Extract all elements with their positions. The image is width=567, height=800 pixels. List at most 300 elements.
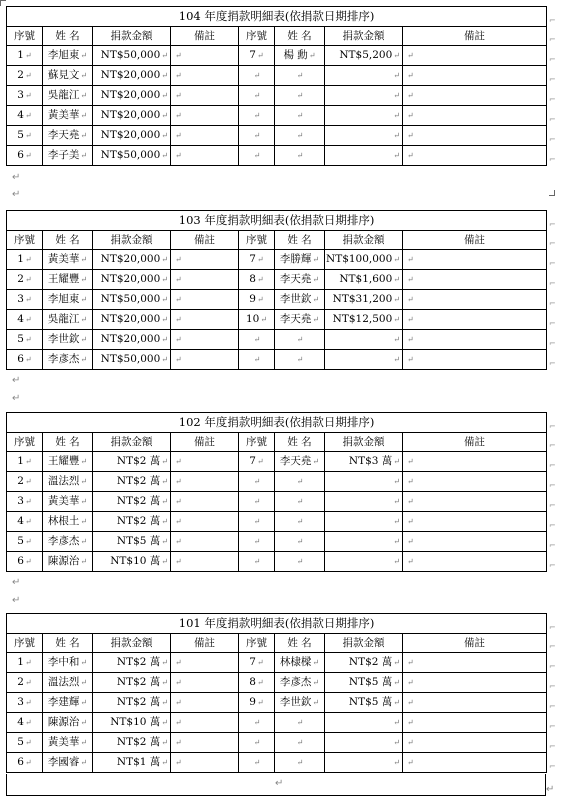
row-number-cell xyxy=(239,552,275,572)
row-number: 6 xyxy=(17,149,24,161)
cell-end-mark: ↵ xyxy=(296,71,304,80)
remark-cell xyxy=(403,46,547,66)
row-number: 9 xyxy=(249,696,256,708)
remark-cell xyxy=(403,270,547,290)
remark-cell xyxy=(403,126,547,146)
donor-name-cell xyxy=(43,146,93,166)
remark-cell xyxy=(403,250,547,270)
cell-end-mark: ↵ xyxy=(253,355,261,364)
row-number: 7 xyxy=(249,656,256,668)
row-end-mark: ⌐ xyxy=(549,541,556,550)
donor-name: 李建輝 xyxy=(47,696,80,708)
cell-end-mark: ↵ xyxy=(175,335,182,344)
donor-name: 吳龍江 xyxy=(47,89,80,101)
cell-end-mark: ↵ xyxy=(24,315,32,324)
cell-end-mark: ↵ xyxy=(407,658,414,667)
row-end-mark: ⌐ xyxy=(549,742,556,751)
row-number: 4 xyxy=(17,109,24,121)
cell-end-mark: ↵ xyxy=(80,557,88,566)
remark-cell xyxy=(171,310,239,330)
donation-amount-cell xyxy=(325,66,403,86)
row-number-cell xyxy=(239,472,275,492)
row-number: 4 xyxy=(17,313,24,325)
donor-name-cell xyxy=(275,146,325,166)
cell-end-mark: ↵ xyxy=(24,71,32,80)
remark-cell xyxy=(171,713,239,733)
cell-end-mark: ↵ xyxy=(161,51,168,60)
cell-end-mark: ↵ xyxy=(24,678,32,687)
cell-end-mark: ↵ xyxy=(253,131,261,140)
cell-end-mark: ↵ xyxy=(407,537,414,546)
remark-cell xyxy=(171,126,239,146)
donation-amount-cell xyxy=(325,330,403,350)
cell-end-mark: ↵ xyxy=(256,698,264,707)
cell-end-mark: ↵ xyxy=(80,698,88,707)
cell-end-mark: ↵ xyxy=(161,758,168,767)
row-number-cell xyxy=(239,310,275,330)
donation-amount: NT$100,000 xyxy=(326,253,393,265)
remark-cell xyxy=(171,106,239,126)
donor-name: 溫法烈 xyxy=(47,475,80,487)
donation-amount-cell xyxy=(93,350,171,370)
donation-amount-cell xyxy=(93,733,171,753)
page-corner-mark xyxy=(549,190,555,196)
row-end-mark: ⌐ xyxy=(549,75,556,84)
donor-name-cell xyxy=(275,86,325,106)
row-end-mark: ⌐ xyxy=(549,642,556,651)
table-row xyxy=(7,512,547,532)
column-header: 備註 xyxy=(171,634,239,653)
column-header: 捐款金額 xyxy=(325,231,403,250)
row-end-mark: ⌐ xyxy=(549,115,556,124)
donor-name-cell xyxy=(275,693,325,713)
cell-end-mark: ↵ xyxy=(161,295,168,304)
donor-name-cell xyxy=(43,673,93,693)
row-end-mark: ⌐ xyxy=(549,762,556,771)
cell-end-mark: ↵ xyxy=(175,738,182,747)
column-header: 姓 名 xyxy=(275,433,325,452)
remark-cell xyxy=(171,492,239,512)
row-number-cell xyxy=(7,713,43,733)
table-title-row xyxy=(7,614,547,634)
donation-amount-cell xyxy=(93,86,171,106)
cell-end-mark: ↵ xyxy=(80,315,88,324)
remark-cell xyxy=(403,472,547,492)
cell-end-mark: ↵ xyxy=(80,335,88,344)
remark-cell xyxy=(403,146,547,166)
cell-end-mark: ↵ xyxy=(393,51,400,60)
cell-end-mark: ↵ xyxy=(80,151,88,160)
cell-end-mark: ↵ xyxy=(175,355,182,364)
donor-name: 李旭東 xyxy=(47,49,80,61)
row-number-cell xyxy=(7,350,43,370)
remark-cell xyxy=(403,310,547,330)
cell-end-mark: ↵ xyxy=(393,151,400,160)
donation-amount-cell xyxy=(93,552,171,572)
cell-end-mark: ↵ xyxy=(407,335,414,344)
table-header-row xyxy=(7,433,547,452)
donor-name: 李子美 xyxy=(47,149,80,161)
row-number-cell xyxy=(239,452,275,472)
cell-end-mark: ↵ xyxy=(175,255,182,264)
donor-name: 李彥杰 xyxy=(47,353,80,365)
cell-end-mark: ↵ xyxy=(296,718,304,727)
cell-end-mark: ↵ xyxy=(253,477,261,486)
donor-name: 蘇見文 xyxy=(47,69,80,81)
cell-end-mark: ↵ xyxy=(24,477,32,486)
cell-end-mark: ↵ xyxy=(161,275,168,284)
donation-amount-cell xyxy=(325,46,403,66)
remark-cell xyxy=(403,693,547,713)
table-header-row xyxy=(7,231,547,250)
cell-end-mark: ↵ xyxy=(80,355,88,364)
row-number: 7 xyxy=(249,253,256,265)
cell-end-mark: ↵ xyxy=(296,517,304,526)
donation-amount-cell xyxy=(325,350,403,370)
remark-cell xyxy=(171,86,239,106)
row-number: 7 xyxy=(249,455,256,467)
cell-end-mark: ↵ xyxy=(253,71,261,80)
row-end-mark: ⌐ xyxy=(549,259,556,268)
donation-amount-cell xyxy=(93,106,171,126)
remark-cell xyxy=(403,66,547,86)
donor-name-cell xyxy=(275,46,325,66)
row-number: 5 xyxy=(17,333,24,345)
cell-end-mark: ↵ xyxy=(393,718,400,727)
donation-amount-cell xyxy=(93,472,171,492)
donation-amount: NT$2 萬 xyxy=(116,475,161,487)
row-number: 5 xyxy=(17,129,24,141)
column-header: 捐款金額 xyxy=(93,433,171,452)
donor-name: 李中和 xyxy=(47,656,80,668)
row-number-cell xyxy=(7,653,43,673)
cell-end-mark: ↵ xyxy=(161,457,168,466)
row-number-cell xyxy=(7,330,43,350)
row-number-cell xyxy=(239,673,275,693)
row-number-cell xyxy=(7,733,43,753)
cell-end-mark: ↵ xyxy=(407,517,414,526)
cell-end-mark: ↵ xyxy=(296,131,304,140)
row-number-cell xyxy=(239,106,275,126)
donation-amount-cell xyxy=(93,753,171,773)
row-number-cell xyxy=(7,270,43,290)
remark-cell xyxy=(403,532,547,552)
table-title-row xyxy=(7,7,547,27)
cell-end-mark: ↵ xyxy=(80,91,88,100)
row-number-cell xyxy=(239,713,275,733)
cell-end-mark: ↵ xyxy=(296,477,304,486)
donor-name-cell xyxy=(275,673,325,693)
remark-cell xyxy=(403,753,547,773)
cell-end-mark: ↵ xyxy=(393,355,400,364)
cell-end-mark: ↵ xyxy=(161,678,168,687)
donor-name: 陳源治 xyxy=(47,555,80,567)
donation-amount: NT$50,000 xyxy=(100,149,161,161)
cell-end-mark: ↵ xyxy=(407,131,414,140)
cell-end-mark: ↵ xyxy=(24,151,32,160)
row-number: 1 xyxy=(17,455,24,467)
cell-end-mark: ↵ xyxy=(253,537,261,546)
table-title: 104 年度捐款明細表(依捐款日期排序) xyxy=(7,7,547,27)
remark-cell xyxy=(171,250,239,270)
cell-end-mark: ↵ xyxy=(24,295,32,304)
remark-cell xyxy=(403,290,547,310)
cell-end-mark: ↵ xyxy=(393,758,400,767)
paragraph-mark: ↵ xyxy=(12,375,21,386)
donation-amount: NT$50,000 xyxy=(100,353,161,365)
remark-cell xyxy=(171,330,239,350)
column-header: 序號 xyxy=(239,27,275,46)
donation-amount-cell xyxy=(93,512,171,532)
donor-name-cell xyxy=(43,330,93,350)
row-number-cell xyxy=(239,86,275,106)
cell-end-mark: ↵ xyxy=(24,557,32,566)
row-end-mark: ⌐ xyxy=(549,135,556,144)
row-end-mark: ⌐ xyxy=(549,155,556,164)
cell-end-mark: ↵ xyxy=(407,275,414,284)
column-header: 姓 名 xyxy=(275,27,325,46)
donor-name: 溫法烈 xyxy=(47,676,80,688)
donation-amount-cell xyxy=(325,106,403,126)
donor-name: 李旭東 xyxy=(47,293,80,305)
remark-cell xyxy=(171,552,239,572)
table-row xyxy=(7,452,547,472)
cell-end-mark: ↵ xyxy=(80,718,88,727)
row-number-cell xyxy=(239,753,275,773)
donor-name: 黃美華 xyxy=(47,495,80,507)
donor-name-cell xyxy=(275,290,325,310)
donation-amount-cell xyxy=(93,46,171,66)
cell-end-mark: ↵ xyxy=(161,497,168,506)
donor-name: 黃美華 xyxy=(47,253,80,265)
row-end-mark: ⌐ xyxy=(549,16,556,25)
remark-cell xyxy=(171,146,239,166)
cell-end-mark: ↵ xyxy=(24,758,32,767)
remark-cell xyxy=(171,673,239,693)
donation-amount: NT$50,000 xyxy=(100,293,161,305)
donor-name: 李世欽 xyxy=(279,293,312,305)
cell-end-mark: ↵ xyxy=(407,255,414,264)
cell-end-mark: ↵ xyxy=(296,91,304,100)
table-row xyxy=(7,330,547,350)
donor-name-cell xyxy=(275,250,325,270)
donor-name-cell xyxy=(275,350,325,370)
cell-end-mark: ↵ xyxy=(161,738,168,747)
donor-name-cell xyxy=(43,552,93,572)
cell-end-mark: ↵ xyxy=(296,497,304,506)
cell-end-mark: ↵ xyxy=(256,255,264,264)
donation-amount-cell xyxy=(325,270,403,290)
table-row xyxy=(7,290,547,310)
cell-end-mark: ↵ xyxy=(80,295,88,304)
cell-end-mark: ↵ xyxy=(256,658,264,667)
column-header: 捐款金額 xyxy=(93,634,171,653)
row-number-cell xyxy=(239,126,275,146)
cell-end-mark: ↵ xyxy=(24,497,32,506)
row-number: 10 xyxy=(245,313,260,325)
cell-end-mark: ↵ xyxy=(80,658,88,667)
remark-cell xyxy=(171,733,239,753)
row-number: 5 xyxy=(17,535,24,547)
cell-end-mark: ↵ xyxy=(296,355,304,364)
remark-cell xyxy=(403,492,547,512)
paragraph-mark: ↵ xyxy=(12,172,21,183)
column-header: 備註 xyxy=(403,634,547,653)
donation-amount-cell xyxy=(93,330,171,350)
donation-amount: NT$20,000 xyxy=(100,69,161,81)
row-end-mark: ⌐ xyxy=(549,220,556,229)
donation-amount-cell xyxy=(325,753,403,773)
cell-end-mark: ↵ xyxy=(24,738,32,747)
column-header: 捐款金額 xyxy=(325,27,403,46)
donation-amount-cell xyxy=(325,86,403,106)
remark-cell xyxy=(171,472,239,492)
donation-amount-cell xyxy=(93,492,171,512)
cell-end-mark: ↵ xyxy=(80,477,88,486)
donation-table-103 xyxy=(6,210,547,370)
cell-end-mark: ↵ xyxy=(24,698,32,707)
donation-amount-cell xyxy=(325,713,403,733)
row-number-cell xyxy=(239,653,275,673)
cell-end-mark: ↵ xyxy=(393,497,400,506)
row-number-cell xyxy=(239,46,275,66)
cell-end-mark: ↵ xyxy=(253,517,261,526)
donation-amount-cell xyxy=(325,310,403,330)
remark-cell xyxy=(403,673,547,693)
row-number: 6 xyxy=(17,555,24,567)
cell-end-mark: ↵ xyxy=(161,477,168,486)
column-header: 姓 名 xyxy=(43,634,93,653)
donor-name-cell xyxy=(43,86,93,106)
cell-end-mark: ↵ xyxy=(253,151,261,160)
donation-amount: NT$3 萬 xyxy=(348,455,393,467)
donation-amount-cell xyxy=(93,452,171,472)
cell-end-mark: ↵ xyxy=(407,71,414,80)
remark-cell xyxy=(403,350,547,370)
row-number: 2 xyxy=(17,69,24,81)
row-end-mark: ⌐ xyxy=(549,561,556,570)
cell-end-mark: ↵ xyxy=(256,51,264,60)
row-number: 8 xyxy=(249,273,256,285)
row-number: 7 xyxy=(249,49,256,61)
row-number-cell xyxy=(239,66,275,86)
cell-end-mark: ↵ xyxy=(296,537,304,546)
row-end-mark: ⌐ xyxy=(549,359,556,368)
donation-amount-cell xyxy=(93,146,171,166)
column-header: 捐款金額 xyxy=(325,634,403,653)
column-header: 序號 xyxy=(7,433,43,452)
donor-name-cell xyxy=(275,452,325,472)
cell-end-mark: ↵ xyxy=(253,758,261,767)
cell-end-mark: ↵ xyxy=(407,315,414,324)
cell-end-mark: ↵ xyxy=(24,355,32,364)
row-number: 4 xyxy=(17,716,24,728)
cell-end-mark: ↵ xyxy=(24,718,32,727)
table-row xyxy=(7,532,547,552)
cell-end-mark: ↵ xyxy=(312,658,320,667)
cell-end-mark: ↵ xyxy=(24,517,32,526)
column-header: 姓 名 xyxy=(43,27,93,46)
remark-cell xyxy=(171,350,239,370)
donor-name: 李世欽 xyxy=(279,696,312,708)
table-row xyxy=(7,250,547,270)
remark-cell xyxy=(171,512,239,532)
cell-end-mark: ↵ xyxy=(393,131,400,140)
donation-amount-cell xyxy=(93,290,171,310)
remark-cell xyxy=(403,330,547,350)
donor-name: 李國睿 xyxy=(47,756,80,768)
donation-amount-cell xyxy=(325,290,403,310)
donation-amount: NT$20,000 xyxy=(100,109,161,121)
row-number-cell xyxy=(7,492,43,512)
paragraph-mark: ↵ xyxy=(546,784,555,795)
donation-amount: NT$1,600 xyxy=(339,273,393,285)
row-end-mark: ⌐ xyxy=(549,95,556,104)
row-end-mark: ⌐ xyxy=(549,239,556,248)
remark-cell xyxy=(403,106,547,126)
table-row xyxy=(7,46,547,66)
cell-end-mark: ↵ xyxy=(175,111,182,120)
cell-end-mark: ↵ xyxy=(312,457,320,466)
donor-name: 吳龍江 xyxy=(47,313,80,325)
row-number-cell xyxy=(239,350,275,370)
cell-end-mark: ↵ xyxy=(175,295,182,304)
cell-end-mark: ↵ xyxy=(175,678,182,687)
cell-end-mark: ↵ xyxy=(161,718,168,727)
cell-end-mark: ↵ xyxy=(175,71,182,80)
table-title-row xyxy=(7,413,547,433)
donation-amount: NT$10 萬 xyxy=(110,555,161,567)
column-header: 備註 xyxy=(171,27,239,46)
row-number-cell xyxy=(239,330,275,350)
cell-end-mark: ↵ xyxy=(161,71,168,80)
cell-end-mark: ↵ xyxy=(161,315,168,324)
cell-end-mark: ↵ xyxy=(161,517,168,526)
row-end-mark: ⌐ xyxy=(549,279,556,288)
remark-cell xyxy=(403,653,547,673)
cell-end-mark: ↵ xyxy=(393,315,400,324)
cell-end-mark: ↵ xyxy=(312,295,320,304)
table-row xyxy=(7,693,547,713)
cell-end-mark: ↵ xyxy=(253,557,261,566)
row-end-mark: ⌐ xyxy=(549,722,556,731)
remark-cell xyxy=(403,552,547,572)
row-number-cell xyxy=(7,310,43,330)
donation-amount-cell xyxy=(325,673,403,693)
donation-amount: NT$2 萬 xyxy=(116,736,161,748)
cell-end-mark: ↵ xyxy=(296,111,304,120)
cell-end-mark: ↵ xyxy=(296,335,304,344)
column-header: 備註 xyxy=(403,433,547,452)
cell-end-mark: ↵ xyxy=(24,537,32,546)
cell-end-mark: ↵ xyxy=(312,698,320,707)
remark-cell xyxy=(403,86,547,106)
cell-end-mark: ↵ xyxy=(161,557,168,566)
cell-end-mark: ↵ xyxy=(24,255,32,264)
row-number-cell xyxy=(239,492,275,512)
row-end-mark: ⌐ xyxy=(549,319,556,328)
donation-amount-cell xyxy=(325,512,403,532)
row-end-mark: ⌐ xyxy=(549,35,556,44)
donation-amount-cell xyxy=(325,492,403,512)
donation-amount-cell xyxy=(93,673,171,693)
row-end-mark: ⌐ xyxy=(549,623,556,632)
cell-end-mark: ↵ xyxy=(296,151,304,160)
paragraph-mark: ↵ xyxy=(12,189,21,200)
cell-end-mark: ↵ xyxy=(407,557,414,566)
cell-end-mark: ↵ xyxy=(161,111,168,120)
row-end-mark: ⌐ xyxy=(549,55,556,64)
